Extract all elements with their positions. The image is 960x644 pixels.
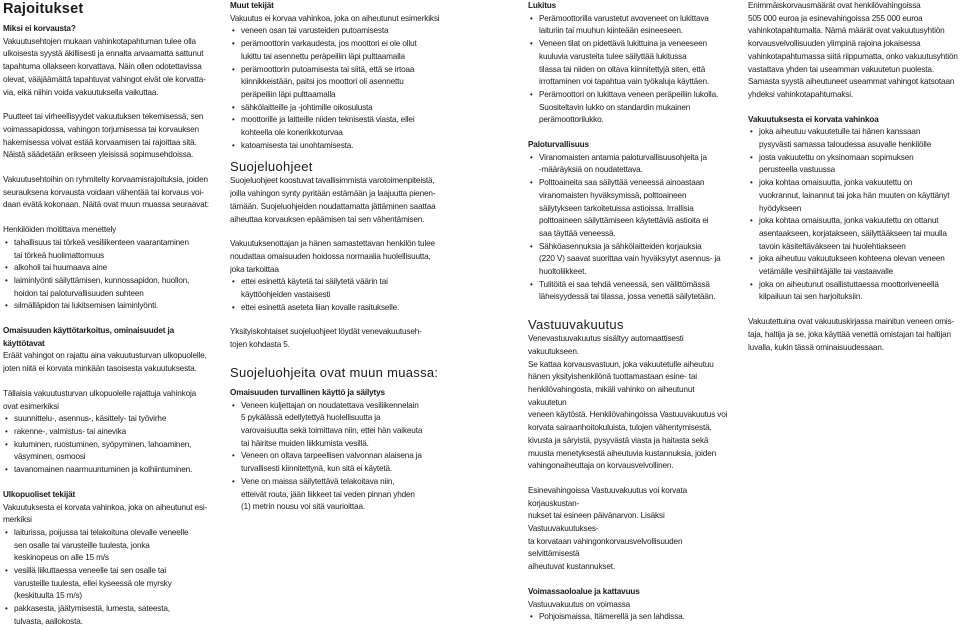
list-item: • josta vakuutettu on yksinomaan sopimuksen perusteella vastuussa — [748, 152, 958, 177]
max-compensation-paragraph — [748, 0, 958, 102]
list-item: • sähkölaitteille ja -johtimille oikosulusta — [230, 102, 452, 115]
subheading-purpose: Omaisuuden käyttötarkoitus, ominaisuudet ja käyttötavat — [3, 326, 174, 348]
text-line: Venevastuuvakuutus sisältyy automaattisesti vakuutukseen. — [528, 334, 684, 356]
protection-paragraph-3 — [230, 326, 452, 351]
text-line: kivusta ja säryistä, pysyvästä viasta ja haitasta sekä — [528, 435, 709, 445]
text-line: noudattaa omaisuuden hoidossa normaalia huolellisuutta, — [230, 251, 431, 261]
text-line: 505 000 euroa ja esinevahingoissa 255 000 euroa — [748, 13, 923, 23]
no-cover-list — [748, 126, 958, 304]
paragraph-limitations — [3, 174, 215, 212]
text-line: Eräät vahingot on rajattu aina vakuutusturvan ulkopuolelle, — [3, 351, 207, 361]
text-line: seurauksena korvausta voidaan vähentää tai korvaus voi- — [3, 187, 204, 197]
list-item: • Perämoottori on lukittava veneen peräpeiliin lukolla. Suositeltavin lukko on standardin mukainen perämoottorilukko. — [528, 89, 733, 127]
text-line: Suojeluohjeet koostuvat tavallisimmista varotoimenpiteistä, — [230, 176, 435, 186]
text-line: henkilövahingosta, mikäli vahinko on aiheutunut vakuutetun — [528, 384, 695, 407]
text-line: ulkoisesta syystä äkillisesti ja ennalta arvaamatta sattunut — [3, 49, 204, 59]
text-line: Enimmäiskorvausmäärät ovat henkilövahingoissa — [748, 1, 921, 10]
list-item: • silmälläpidon tai lukitsemisen laiminlyönti. — [3, 300, 215, 313]
text-line: Vakuutuksenottajan ja hänen samastettavan henkilön tulee — [230, 239, 435, 249]
text-line: tojen kohdasta 5. — [230, 340, 290, 350]
text-line: tämään. Suojeluohjeiden noudattamatta jättäminen saattaa — [230, 201, 436, 211]
intro-paragraph — [3, 36, 215, 100]
list-item: • perämoottorin varkaudesta, jos moottori ei ole ollut lukittu tai asennettu peräpeiliin läpi pulttaamalla — [230, 38, 452, 63]
text-line: merkiksi — [3, 515, 32, 525]
list-item: • katoamisesta tai unohtamisesta. — [230, 140, 452, 153]
text-line: vastattava yhden tai useamman vakuutetun puolesta. — [748, 64, 934, 74]
text-line: Se kattaa korvausvastuun, joka vakuutetulle aiheutuu — [528, 359, 714, 369]
text-line: hänen yksityishenkilönä tuottamastaan esine- tai — [528, 372, 697, 382]
page-title: Rajoitukset — [3, 1, 84, 17]
column-4 — [748, 0, 958, 644]
subheading-why-no-compensation: Miksi ei korvausta? — [3, 24, 76, 33]
safe-use-list — [230, 400, 452, 514]
protection-list — [230, 276, 452, 314]
list-item: • Sähköasennuksia ja sähkölaitteiden korjauksia (220 V) saavat suorittaa vain hyväksytyt asennus- ja huoltoliikkeet. — [528, 241, 733, 279]
text-line: via, eikä niihin voida vakuutuksella vaikuttaa. — [3, 87, 159, 97]
list-item: • Veneen on oltava tarpeellisen valvonnan alaisena ja turvallisesti kiinnitettynä, kun sitä ei käytetä. — [230, 450, 452, 475]
scope-list — [528, 611, 733, 624]
list-item: • joka aiheutuu vakuutetulle tai hänen kanssaan pysyvästi samassa taloudessa asuvalle henkilölle — [748, 126, 958, 151]
subheading-safe-use: Omaisuuden turvallinen käyttö ja säilytys — [230, 387, 385, 397]
list-item: • joka on aiheutunut osallistuttaessa moottoriveneellä kilpailuun tai sen harjoituksiin. — [748, 279, 958, 304]
text-line: korvausvelvollisuuden ylimpinä rajoina jokaisessa — [748, 39, 921, 49]
text-line: joten niitä ei korvata minkään tasoisesta vakuutuksesta. — [3, 364, 197, 374]
list-item: • suunnittelu-, asennus-, käsittely- tai työvirhe — [3, 413, 215, 426]
fire-safety-list — [528, 152, 733, 304]
text-line: veneen käytöstä. Henkilövahingoissa Vastuuvakuutus voi — [528, 410, 728, 420]
text-line: nukset tai esineen päivänarvon. Lisäksi Vastuuvakuutukses- — [528, 511, 665, 534]
liability-paragraph-2 — [528, 485, 733, 574]
text-line: korvata sairaanhoitokuluista, tulojen vähentymisestä, — [528, 423, 712, 433]
neglect-intro: Henkilöiden moitittava menettely — [3, 225, 117, 235]
text-line: vahinkotapahtumassa siitä riippumatta, onko vakuutusyhtiön — [748, 51, 958, 61]
locking-list — [528, 13, 733, 127]
list-item: • ettei esinettä aseteta liian kovalle rasitukselle. — [230, 302, 452, 315]
text-line: voimassapidossa, vahingon torjumisessa tai korvauksen — [3, 124, 199, 134]
list-item: • kuluminen, ruostuminen, syöpyminen, lahoaminen, väsyminen, osmoosi — [3, 439, 215, 464]
list-item: • laiminlyönti säilyttämisen, kunnossapidon, huollon, hoidon tai paloturvallisuuden suhteen — [3, 275, 215, 300]
text-line: Yksityiskohtaiset suojeluohjeet löydät venevakuutuseh- — [230, 327, 422, 337]
list-item: • laiturissa, poijussa tai telakoituna olevalle veneelle sen osalle tai varusteille tuulesta, jonka keskinopeus on alle 15 m/s — [3, 527, 215, 565]
list-item: • tavanomainen naarmuuntuminen ja kolhiintuminen. — [3, 464, 215, 477]
text-line: Näistä säädetään erikseen yleisissä sopimusehdoissa. — [3, 150, 194, 160]
section-title-guidelines: Suojeluohjeita ovat muun muassa: — [230, 364, 439, 380]
subheading-other-factors: Muut tekijät — [230, 1, 274, 10]
list-item: • Polttoaineita saa säilyttää veneessä ainoastaan viranomaisten hyväksymissä, polttoaineen säilytykseen tarkoitetuissa astioissa. Irrallisia polttoaineen säilyttämiseen käytettäviä astioita ei saa täyttää veneessä. — [528, 177, 733, 241]
text-line: Puutteet tai virheellisyydet vakuutuksen tekemisessä, sen — [3, 112, 204, 122]
text-line: luvalla, kukin tässä ominaisuudessaan. — [748, 342, 884, 352]
scope-text: Vastuuvakuutus on voimassa — [528, 599, 630, 609]
list-item: • alkoholi tai huumaava aine — [3, 262, 215, 275]
subheading-external-factors: Ulkopuoliset tekijät — [3, 489, 76, 499]
text-line: daan evätä kokonaan. Näitä ovat muun muassa seuraavat: — [3, 200, 209, 210]
external-list — [3, 527, 215, 629]
neglect-list — [3, 237, 215, 313]
list-item: • tahallisuus tai törkeä vesiliikenteen vaarantaminen tai törkeä huolimattomuus — [3, 237, 215, 262]
liability-paragraph-1 — [528, 333, 733, 473]
section-title-liability: Vastuuvakuutus — [528, 317, 624, 333]
text-line: hakemisessa voivat estää korvaamisen tai rajoittaa sitä. — [3, 137, 197, 147]
protection-paragraph-1 — [230, 175, 452, 226]
list-item: • Vene on maissa säilytettävä telakoitava niin, etteivät routa, jään liikkeet tai veden pinnan yhden (1) metrin nousu voi sitä vaurioittaa. — [230, 476, 452, 514]
list-item: • ettei esinettä käytetä tai säilytetä väärin tai käyttöohjeiden vastaisesti — [230, 276, 452, 301]
text-line: taja, haltija ja se, joka käyttää venettä omistajan tai haltijan — [748, 329, 951, 339]
subheading-fire-safety: Paloturvallisuus — [528, 140, 589, 150]
insured-note-paragraph — [748, 316, 958, 354]
list-item: • joka aiheutuu vakuutukseen kohteena olevan veneen vetämälle vesihiihtäjälle tai vastaavalle — [748, 253, 958, 278]
list-item: • joka kohtaa omaisuutta, jonka vakuutettu on ottanut asentaakseen, korjatakseen, säilyttääkseen tai muulla tavoin käsiteltäväkseen tai huolehtiakseen — [748, 215, 958, 253]
text-line: vahinkotapahtumalta. Nämä määrät ovat vakuutusyhtiön — [748, 26, 945, 36]
protection-paragraph-2 — [230, 238, 452, 276]
list-item: • perämoottorin putoamisesta tai siitä, että se irtoaa kiinnikkeistään, paitsi jos moottori oli asennettu peräpeiliin läpi pulttaamalla — [230, 64, 452, 102]
column-1 — [3, 0, 215, 644]
list-item: • Pohjoismaissa, Itämerellä ja sen lahdissa. — [528, 611, 733, 624]
others-list — [230, 25, 452, 152]
paragraph-deficiencies — [3, 111, 215, 162]
text-line: aiheuttaa korvauksen epäämisen tai sen vähentämisen. — [230, 214, 425, 224]
text-line: ta korvataan vahingonkorvausvelvollisuuden selvittämisestä — [528, 536, 683, 559]
subheading-scope: Voimassaoloalue ja kattavuus — [528, 586, 640, 596]
list-item: • Veneen tilat on pidettävä lukittuina ja veneeseen kuuluvia varusteita tulee säilyttää lukitussa tilassa tai niiden on oltava kiinnitettyjä siten, että irrottaminen voi tapahtua vain työkaluja käyttäen. — [528, 38, 733, 89]
list-item: • rakenne-, valmistus- tai ainevika — [3, 426, 215, 439]
text-line: tapahtuma ollakseen korvattava. Näin ollen odotettavissa — [3, 62, 202, 72]
section-title-protection: Suojeluohjeet — [230, 159, 313, 175]
purpose-paragraph — [3, 350, 215, 375]
excluded-list — [3, 413, 215, 477]
text-line: Vakuutusehtojen mukaan vahinkotapahtuman tulee olla — [3, 36, 196, 46]
list-item: • Perämoottorilla varustetut avoveneet on lukittava laituriin tai muuhun kiinteään esineeseen. — [528, 13, 733, 38]
list-item: • Veneen kuljettajan on noudatettava vesiliikennelain 5 pykälässä edellytettyä huolellisuutta ja varovaisuutta sekä toimittava niin, ettei hän vaikeuta tai häiritse muiden liikkumista vesillä. — [230, 400, 452, 451]
external-intro — [3, 502, 215, 527]
text-line: joka tarkoittaa — [230, 264, 279, 274]
subheading-locking: Lukitus — [528, 1, 557, 10]
list-item: • pakkasesta, jäätymisestä, lumesta, sateesta, tulvasta, aallokosta. — [3, 603, 215, 628]
text-line: Vakuutuksesta ei korvata vahinkoa, joka on aiheutunut esi- — [3, 502, 208, 512]
list-item: • vesillä liikuttaessa veneelle tai sen osalle tai varusteille tuulesta, ellei kyseessä ole myrsky (keskituulta 15 m/s) — [3, 565, 215, 603]
text-line: ovat esimerkiksi — [3, 401, 59, 411]
list-item: • Viranomaisten antamia paloturvallisuusohjeita ja -määräyksiä on noudatettava. — [528, 152, 733, 177]
list-item: • moottorille ja laitteille niiden teknisestä viasta, ellei kohteella ole konerikkoturvaa — [230, 114, 452, 139]
text-line: Tällaisia vakuutusturvan ulkopuolelle rajattuja vahinkoja — [3, 388, 197, 398]
text-line: Vakuutettuina ovat vakuutuskirjassa mainitun veneen omis- — [748, 317, 955, 327]
text-line: Esinevahingoissa Vastuuvakuutus voi korvata korjauskustan- — [528, 485, 688, 508]
text-line: yhdeksi vahinkotapahtumaksi. — [748, 89, 854, 99]
text-line: joilla vahingon synty pyritään estämään ja laajuutta pienen- — [230, 189, 436, 199]
column-2 — [230, 0, 452, 644]
list-item: • Tulitöitä ei saa tehdä veneessä, sen välittömässä läheisyydessä tai tilassa, jossa venettä säilytetään. — [528, 279, 733, 304]
text-line: vahingonaiheuttaja on korvausvelvollinen. — [528, 461, 674, 471]
others-intro: Vakuutus ei korvaa vahinkoa, joka on aiheutunut esimerkiksi — [230, 13, 440, 23]
excluded-intro — [3, 388, 215, 413]
list-item: • joka kohtaa omaisuutta, jonka vakuutettu on vuokrannut, lainannut tai joka hän muuten on käyttänyt hyödykseen — [748, 177, 958, 215]
text-line: muusta menetyksestä aiheutuvia kustannuksia, joiden — [528, 448, 717, 458]
column-3 — [528, 0, 733, 644]
subheading-no-cover: Vakuutuksesta ei korvata vahinkoa — [748, 114, 879, 124]
text-line: aiheutuvat kustannukset. — [528, 562, 615, 572]
text-line: Vakuutusehtoihin on ryhmitelty korvaamisrajoituksia, joiden — [3, 175, 208, 185]
text-line: olevat, vääjäämättä tapahtuvat vahingot eivät ole korvatta- — [3, 74, 206, 84]
text-line: Samasta syystä aiheutuneet useammat vahingot katsotaan — [748, 77, 955, 87]
list-item: • veneen osan tai varusteiden putoamisesta — [230, 25, 452, 38]
